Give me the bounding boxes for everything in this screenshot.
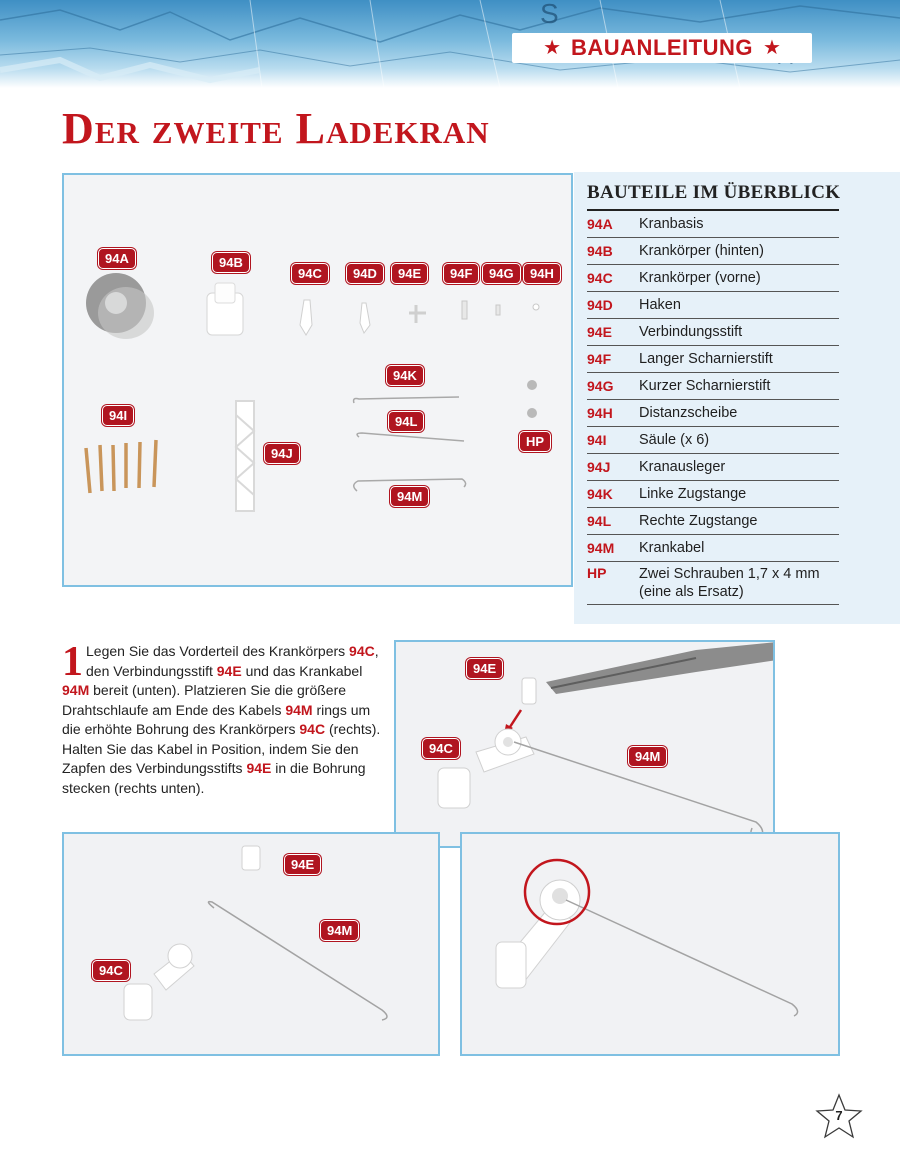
part-name: Distanzscheibe xyxy=(639,405,738,421)
part-code: 94D xyxy=(587,297,613,313)
part-code: 94J xyxy=(587,459,611,475)
part-label-hp: HP xyxy=(519,431,551,452)
part-label-94a: 94A xyxy=(98,248,136,269)
part-ref: 94M xyxy=(285,701,313,718)
part-label-94m: 94M xyxy=(390,486,429,507)
part-name: Krankörper (hinten) xyxy=(639,243,764,259)
part-label-94d: 94D xyxy=(346,263,384,284)
step-text-part: bereit (unten). Platzieren Sie die größere Drahtschlaufe am Ende des Kabels xyxy=(62,682,347,718)
part-name: Kranausleger xyxy=(639,459,726,475)
overview-row xyxy=(587,427,839,454)
step-photo-bottom-left-illustration xyxy=(64,834,440,1056)
part-ref: 94C xyxy=(299,721,326,737)
step-photo-bottom-left xyxy=(62,832,440,1056)
part-name: Verbindungsstift xyxy=(639,324,743,340)
part-code: 94K xyxy=(587,486,613,502)
step-photo-bottom-right-illustration xyxy=(462,834,840,1056)
part-name: Zwei Schrauben 1,7 x 4 mm (eine als Ersatz) xyxy=(639,566,820,600)
step-photo-top xyxy=(394,640,775,848)
step-text-part: in die Bohrung stecken (rechts unten). xyxy=(62,760,366,796)
part-label-94b: 94B xyxy=(212,252,250,273)
parts-photo xyxy=(62,173,573,587)
step-left-label-94e: 94E xyxy=(284,854,321,875)
parts-overview-panel xyxy=(574,172,900,624)
part-label-94f: 94F xyxy=(443,263,479,284)
part-code: 94I xyxy=(587,432,607,448)
overview-row xyxy=(587,265,839,292)
step-top-label-94c: 94C xyxy=(422,738,460,759)
part-code: 94C xyxy=(587,270,613,286)
overview-row xyxy=(587,454,839,481)
part-ref: 94E xyxy=(216,662,242,679)
part-label-94h: 94H xyxy=(523,263,561,284)
header-map-band xyxy=(0,0,900,88)
part-name: Rechte Zugstange xyxy=(639,513,758,529)
page-title: Der zweite Ladekran xyxy=(62,104,490,153)
part-code: 94G xyxy=(587,378,614,394)
part-code: 94E xyxy=(587,324,612,340)
part-ref: 94M xyxy=(62,682,90,698)
step-number: 1 xyxy=(62,639,83,685)
page-number: 7 xyxy=(835,1108,843,1123)
step-top-label-94e: 94E xyxy=(466,658,503,679)
part-name: Haken xyxy=(639,297,681,313)
overview-row xyxy=(587,508,839,535)
overview-row xyxy=(587,481,839,508)
map-letter-s: S xyxy=(540,0,559,29)
part-code: 94L xyxy=(587,513,612,529)
overview-row xyxy=(587,400,839,427)
part-code: 94M xyxy=(587,540,615,556)
part-ref: 94E xyxy=(246,760,272,776)
step-left-label-94c: 94C xyxy=(92,960,130,981)
part-label-94e: 94E xyxy=(391,263,428,284)
step-text-part: rings um die erhöhte Bohrung des Krankörpers xyxy=(62,701,371,737)
overview-row xyxy=(587,319,839,346)
step-text-part: Legen Sie das Vorderteil des Krankörpers xyxy=(86,643,350,659)
step-1-text xyxy=(62,639,390,798)
part-label-94c: 94C xyxy=(291,263,329,284)
overview-row xyxy=(587,292,839,319)
step-top-label-94m: 94M xyxy=(628,746,667,767)
part-name: Krankabel xyxy=(639,540,705,556)
part-name: Krankörper (vorne) xyxy=(639,270,761,286)
part-code: 94H xyxy=(587,405,613,421)
parts-illustration xyxy=(64,175,573,587)
step-text-part: und das Krankabel xyxy=(241,662,363,679)
step-text-part: , den Verbindungsstift xyxy=(86,643,379,679)
overview-list xyxy=(587,211,839,605)
part-label-94g: 94G xyxy=(482,263,521,284)
part-label-94j: 94J xyxy=(264,443,300,464)
overview-row xyxy=(587,535,839,562)
star-icon: ★ xyxy=(763,37,781,59)
section-tag xyxy=(512,33,812,63)
part-name: Langer Scharnierstift xyxy=(639,351,773,367)
section-label: BAUANLEITUNG xyxy=(571,35,753,60)
overview-row xyxy=(587,346,839,373)
overview-row xyxy=(587,211,839,238)
step-text-part: (rechts). Halten Sie das Kabel in Position, indem Sie den Zapfen des Verbindungsstifts xyxy=(62,721,381,776)
overview-row xyxy=(587,373,839,400)
part-code: 94F xyxy=(587,351,612,367)
part-name: Kranbasis xyxy=(639,216,704,232)
part-label-94l: 94L xyxy=(388,411,424,432)
part-label-94i: 94I xyxy=(102,405,134,426)
overview-heading: BAUTEILE IM ÜBERBLICK xyxy=(587,182,841,203)
part-code: 94B xyxy=(587,243,613,259)
part-label-94k: 94K xyxy=(386,365,424,386)
star-icon: ★ xyxy=(543,37,561,59)
overview-row xyxy=(587,238,839,265)
step-photo-bottom-right xyxy=(460,832,840,1056)
part-name: Kurzer Scharnierstift xyxy=(639,378,771,394)
part-name: Säule (x 6) xyxy=(639,432,710,448)
step-left-label-94m: 94M xyxy=(320,920,359,941)
part-code: 94A xyxy=(587,216,613,232)
part-code: HP xyxy=(587,565,607,581)
part-name: Linke Zugstange xyxy=(639,486,747,502)
overview-row xyxy=(587,562,839,605)
part-ref: 94C xyxy=(349,643,375,659)
